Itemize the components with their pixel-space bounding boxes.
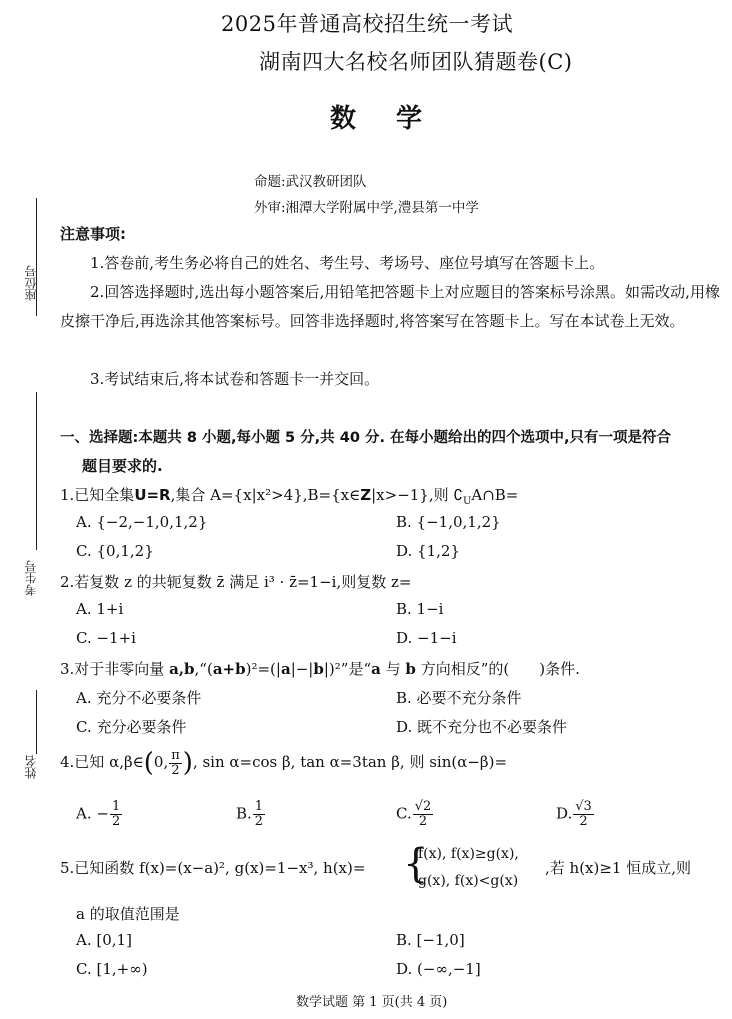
question-2-option-a: A. 1+i [76, 600, 124, 618]
question-4-stem: 4.已知 α,β∈(0, $\frac{\pi}{2}$ ), sin α=cos β, tan α=3tan β, 则 sin(α−β)= [60, 747, 508, 778]
notice-item-3: 3.考试结束后,将本试卷和答题卡一并交回。 [90, 370, 380, 388]
question-4-option-b: B. $\frac{1}{2}$ [236, 799, 264, 829]
question-5-stem-tail: ,若 h(x)≥1 恒成立,则 [545, 859, 692, 877]
exam-title-line2: 湖南四大名校名师团队猜题卷(C) [259, 50, 573, 74]
piecewise-brace: { [403, 841, 429, 887]
question-1-option-d: D. {1,2} [396, 542, 460, 560]
question-3-stem: 3.对于非零向量 a,b,“(a+b)²=(|a|−|b|)²”是“a 与 b 方向相反”的( )条件. [60, 660, 580, 678]
section-heading-line2: 题目要求的. [82, 457, 163, 475]
binding-line-3 [36, 690, 37, 754]
question-4-option-c: C. $\frac{√2}{2}$ [396, 799, 432, 829]
question-2-option-c: C. −1+i [76, 629, 136, 647]
exam-title-line1: 2025年普通高校招生统一考试 [221, 12, 513, 36]
piecewise-case-2: g(x), f(x)<g(x) [418, 873, 519, 889]
question-2-option-d: D. −1−i [396, 629, 457, 647]
question-2-stem: 2.若复数 z 的共轭复数 z̄ 满足 i³ · z̄=1−i,则复数 z= [60, 573, 412, 591]
section-heading-line1: 一、选择题:本题共 8 小题,每小题 5 分,共 40 分. 在每小题给出的四个选项中,只有一项是符合 [60, 430, 672, 446]
question-1-option-a: A. {−2,−1,0,1,2} [76, 513, 208, 531]
page-footer: 数学试题 第 1 页(共 4 页) [296, 995, 448, 1010]
notice-item-1: 1.答卷前,考生务必将自己的姓名、考生号、考场号、座位号填写在答题卡上。 [90, 254, 605, 272]
author-line: 命题:武汉教研团队 [254, 174, 367, 190]
notice-title: 注意事项: [60, 225, 126, 243]
question-5-stem-pre: 5.已知函数 f(x)=(x−a)², g(x)=1−x³, h(x)= [60, 859, 366, 877]
question-5-stem-line2: a 的取值范围是 [76, 905, 180, 923]
reviewer-line: 外审:湘潭大学附属中学,澧县第一中学 [254, 200, 479, 216]
subject-title: 数学 [330, 104, 463, 134]
question-3-option-b: B. 必要不充分条件 [396, 689, 522, 707]
question-5-option-c: C. [1,+∞) [76, 960, 148, 978]
name-label: 姓名 [24, 755, 38, 779]
question-3-option-a: A. 充分不必要条件 [76, 689, 202, 707]
question-5-option-b: B. [−1,0] [396, 931, 465, 949]
seat-label: 座位号 [24, 265, 38, 301]
question-3-option-c: C. 充分必要条件 [76, 718, 187, 736]
question-4-option-a: A. − $\frac{1}{2}$ [76, 799, 121, 829]
exam-number-label: 考生号 [24, 560, 38, 596]
question-3-option-d: D. 既不充分也不必要条件 [396, 718, 568, 736]
question-5-option-a: A. [0,1] [76, 931, 132, 949]
question-1-stem: 1.已知全集U=R,集合 A={x|x²>4},B={x∈Z|x>−1},则 $∁_UA\cap B=$ [60, 486, 519, 507]
question-4-option-d: D. $\frac{√3}{2}$ [556, 799, 592, 829]
notice-item-2: 2.回答选择题时,选出每小题答案后,用铅笔把答题卡上对应题目的答案标号涂黑。如需改动,用橡皮擦干净后,再选涂其他答案标号。回答非选择题时,将答案写在答题卡上。写在本试卷上无效。 [60, 283, 720, 330]
question-5-option-d: D. (−∞,−1] [396, 960, 481, 978]
binding-line-2 [36, 392, 37, 550]
question-1-option-b: B. {−1,0,1,2} [396, 513, 501, 531]
piecewise-case-1: f(x), f(x)≥g(x), [418, 846, 519, 862]
question-1-option-c: C. {0,1,2} [76, 542, 154, 560]
question-2-option-b: B. 1−i [396, 600, 444, 618]
